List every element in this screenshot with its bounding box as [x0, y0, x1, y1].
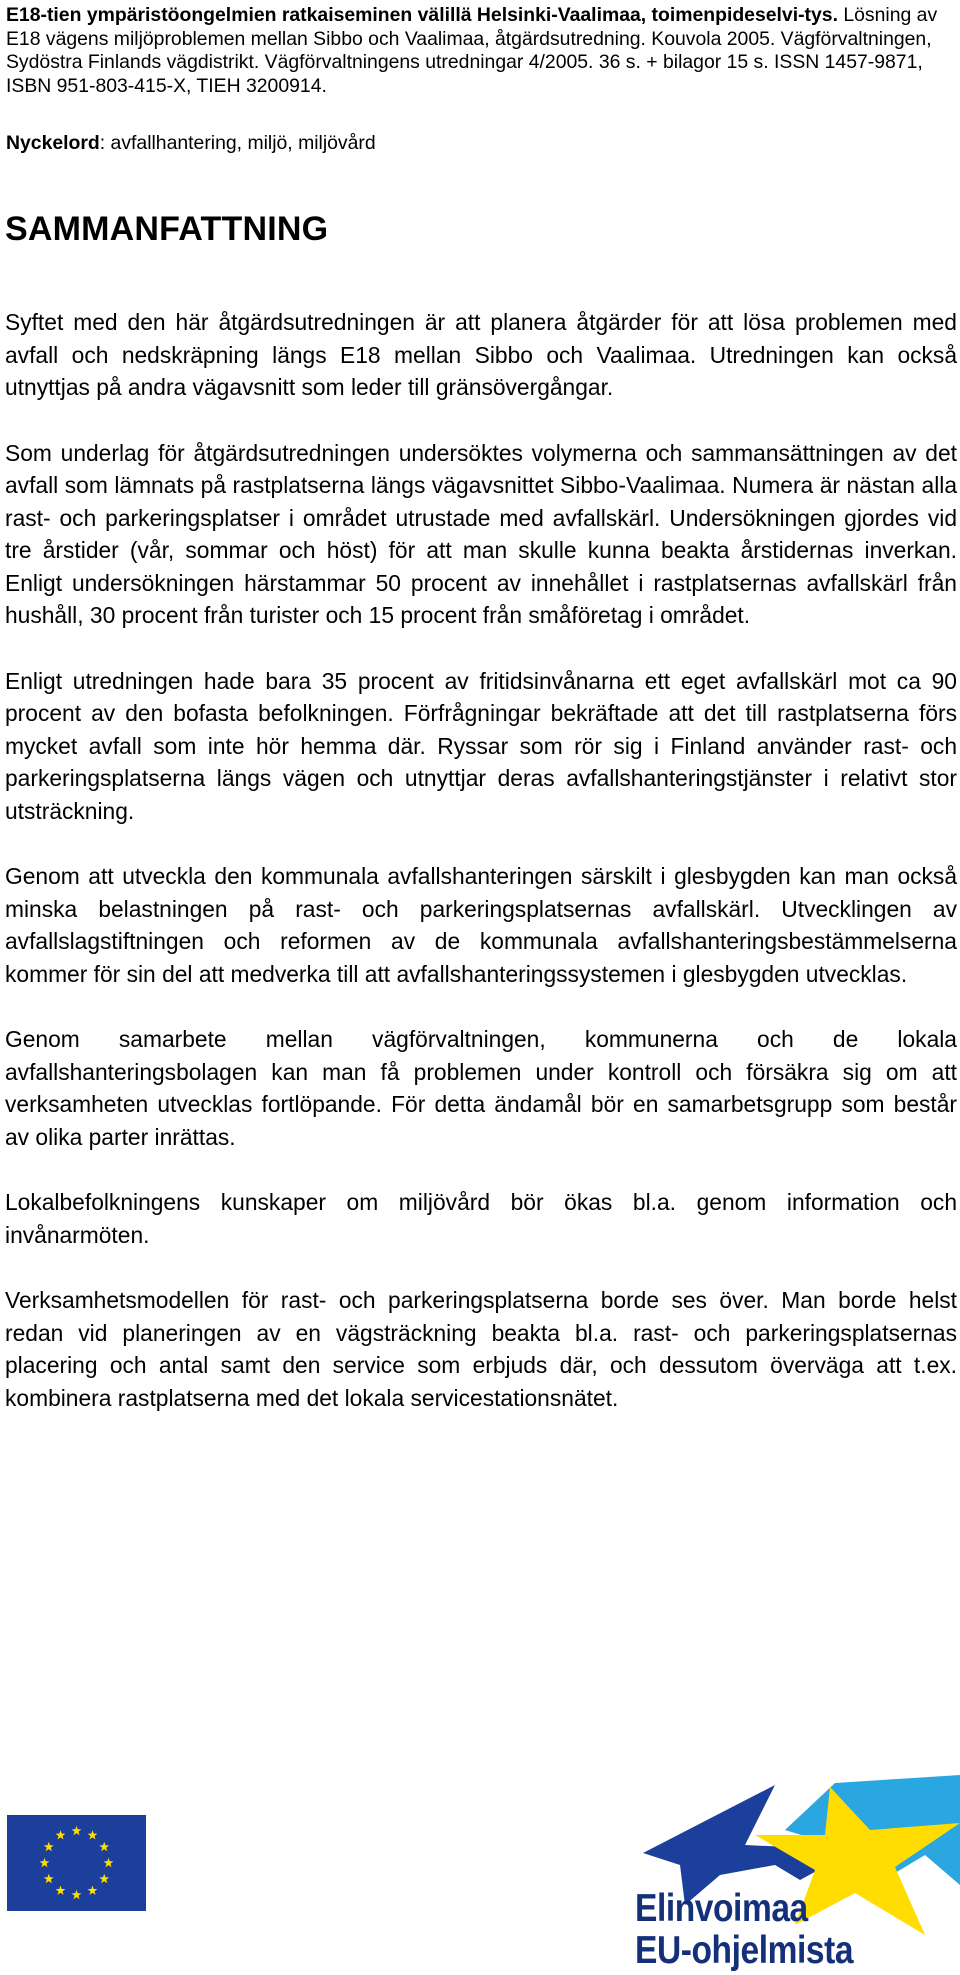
- summary-heading: SAMMANFATTNING: [5, 210, 329, 248]
- summary-body: [5, 306, 957, 1447]
- logo-footer: [0, 1775, 960, 1975]
- program-logo-line2: EU-ohjelmista: [635, 1929, 854, 1972]
- program-logo-line1: Elinvoimaa: [635, 1887, 808, 1930]
- eu-flag-icon: [7, 1815, 146, 1911]
- bibliographic-reference: [6, 4, 954, 98]
- paragraph: Genom att utveckla den kommunala avfallshanteringen särskilt i glesbygden kan man också minska belastningen på rast- och parkeringsplatsernas avfallskärl. Utvecklingen av avfallslagstiftningen och reformen av de kommunala avfallshanteringsbestämmelserna kommer för sin del att medverka till att avfallshanteringssystemen i glesbygden utvecklas.: [5, 863, 957, 987]
- paragraph: Som underlag för åtgärdsutredningen undersöktes volymerna och sammansättningen av det avfall som lämnats på rastplatserna längs vägavsnittet Sibbo-Vaalimaa. Numera är nästan alla rast- och parkeringsplatser i området utrustade med avfallskärl. Undersökningen gjordes vid tre årstider (vår, sommar och höst) för att man skulle kunna beakta årstidernas inverkan. Enligt undersökningen härstammar 50 procent av innehållet i rastplatsernas avfallskärl från hushåll, 30 procent från turister och 15 procent från småföretag i området.: [5, 439, 957, 628]
- bibliography-details: Lösning av E18 vägens miljöproblemen mellan Sibbo och Vaalimaa, åtgärdsutredning. Kouvola 2005. Vägförvaltningen, Sydöstra Finlands vägdistrikt. Vägförvaltningens utredningar 4/2005. 36 s. + bilagor 15 s. ISSN 1457-9871, ISBN 951-803-415-X, TIEH 3200914.: [6, 4, 938, 97]
- elinvoimaa-eu-ohjelmista-logo: [625, 1775, 960, 1975]
- paragraph: Verksamhetsmodellen för rast- och parkeringsplatserna borde ses över. Man borde helst redan vid planeringen av en vägsträckning beakta bl.a. rast- och parkeringsplatsernas placering och antal samt den service som erbjuds där, och dessutom överväga att t.ex. kombinera rastplatserna med det lokala servicestationsnätet.: [5, 1287, 957, 1411]
- keywords-values: : avfallhantering, miljö, miljövård: [99, 132, 376, 154]
- paragraph: Enligt utredningen hade bara 35 procent av fritidsinvånarna ett eget avfallskärl mot ca 90 procent av den bofasta befolkningen. Förfrågningar bekräftade att det till rastplatserna förs mycket avfall som inte hör hemma där. Ryssar som rör sig i Finland använder rast- och parkeringsplatserna längs vägen och utnyttjar deras avfallshanteringstjänster i relativt stor utsträckning.: [5, 667, 957, 824]
- paragraph: Lokalbefolkningens kunskaper om miljövård bör ökas bl.a. genom information och invånarmöten.: [5, 1189, 957, 1248]
- bibliography-title: E18-tien ympäristöongelmien ratkaiseminen välillä Helsinki-Vaalimaa, toimenpideselvi-tys.: [6, 4, 838, 26]
- paragraph: Genom samarbete mellan vägförvaltningen, kommunerna och de lokala avfallshanteringsbolagen kan man få problemen under kontroll och försäkra sig om att verksamheten utvecklas fortlöpande. För detta ändamål bör en samarbetsgrupp som består av olika parter inrättas.: [5, 1026, 957, 1150]
- keywords-line: [6, 131, 376, 155]
- paragraph: Syftet med den här åtgärdsutredningen är att planera åtgärder för att lösa problemen med avfall och nedskräpning längs E18 mellan Sibbo och Vaalimaa. Utredningen kan också utnyttjas på andra vägavsnitt som leder till gränsövergångar.: [5, 309, 957, 400]
- keywords-label: Nyckelord: [6, 132, 100, 154]
